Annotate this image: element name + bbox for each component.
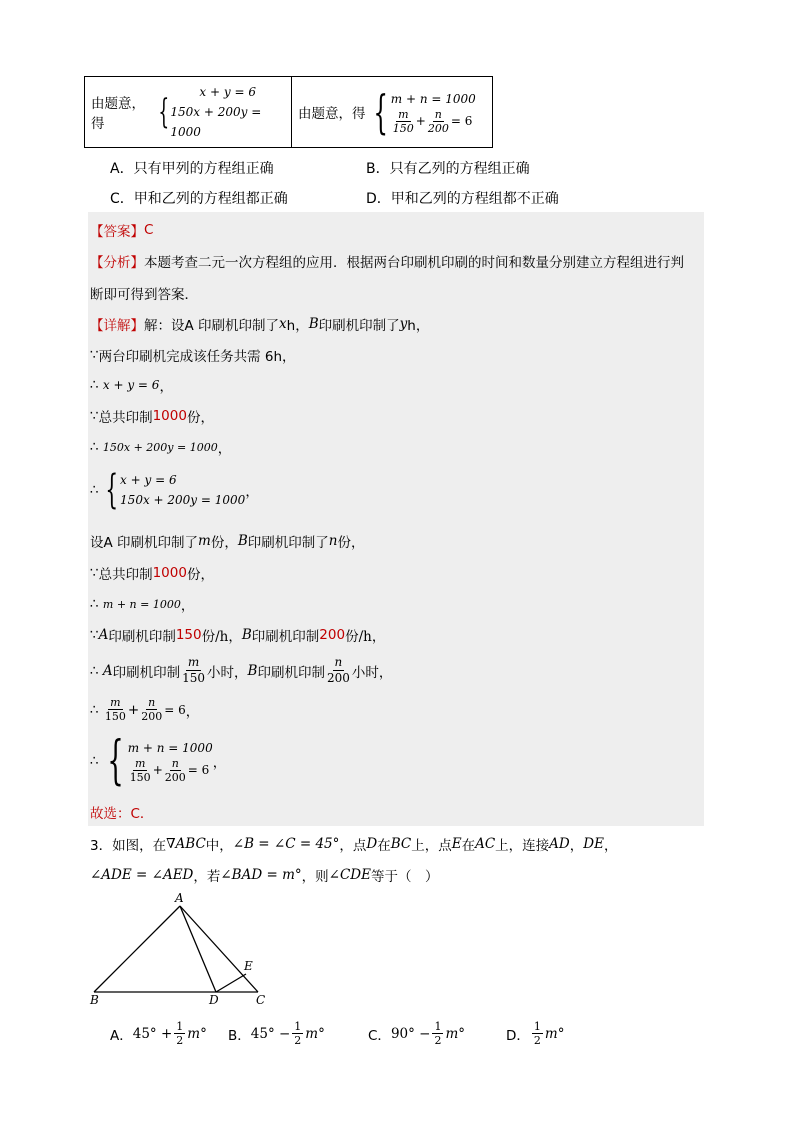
brace-icon: { [106,731,124,791]
fraction-denominator: 200 [326,671,350,685]
equation-system [120,470,245,510]
text: 等于（ ） [370,869,439,885]
equation: 150x + 200y = 1000 [120,493,246,507]
answer-value: C [144,222,154,238]
text: 份， [186,567,214,583]
brace-icon: { [158,92,169,132]
text: 在 [461,838,476,854]
label-a: A [175,891,184,905]
detail-line-3 [90,375,173,395]
brace-icon: { [104,467,118,513]
punct: ， [185,703,200,720]
text: 两台印刷机完成该任务共需 6h， [98,349,296,365]
math-var: AD [549,836,570,852]
text: 总共印制 [98,410,153,426]
option-math: m° [445,1025,466,1042]
cell-prefix: 由题意，得 [91,96,145,132]
fraction-denominator: 200 [164,770,186,784]
fraction-denominator: 150 [182,671,206,685]
therefore-symbol: ∴ [90,753,99,769]
math-var: B [308,316,319,332]
because-symbol: ∵ [90,565,99,581]
number: 200 [319,627,346,643]
fraction-denominator: 2 [176,1034,184,1047]
equation: m + n = 1000 [127,740,213,755]
answer-tag: 【答案】 [90,224,144,240]
text: 份， [186,410,214,426]
detail-line-4 [90,406,214,426]
cell-prefix: 由题意，得 [298,106,366,122]
fraction-numerator: 1 [434,1020,442,1033]
fraction-denominator: 2 [533,1034,541,1047]
math-var: y [399,316,408,332]
unit: /h， [358,629,386,645]
equation-tail: = 6 [450,114,473,128]
text: ，则 [301,869,329,885]
label-b: B [90,993,99,1007]
math-var: D [366,836,378,852]
math-var: DE [583,836,604,852]
option-d[interactable]: D．甲和乙列的方程组都不正确 [366,191,559,207]
because-symbol: ∵ [90,347,99,363]
text: 份， [210,535,238,551]
text: 印刷机印制了 [318,318,400,334]
fraction-numerator: m [110,696,121,709]
fraction-denominator: 150 [392,121,414,135]
math-var: x [279,316,287,332]
math: ∇ABC [166,836,206,852]
text: 份 [201,629,216,645]
option-b[interactable]: B．只有乙列的方程组正确 [366,161,530,177]
text: ，若 [193,869,221,885]
label-c: C [256,993,266,1007]
q3-line-1 [90,834,617,854]
text: 印刷机印制了 [247,535,329,551]
math-var: A [102,662,113,679]
label-d: D [209,993,219,1007]
option-label: C． [368,1027,391,1044]
math-var: n [328,533,338,549]
detail-line-1 [90,314,429,334]
math: ∠CDE [328,867,371,883]
option-math: 90° − [390,1025,431,1042]
fraction-numerator: m [134,756,146,770]
text: 中， [205,838,233,854]
option-a[interactable]: A．只有甲列的方程组正确 [110,161,274,177]
math-var: AC [475,836,496,852]
q3-option-a[interactable] [110,1020,207,1047]
option-math: m° [544,1025,565,1042]
therefore-symbol: ∴ [90,596,99,612]
fraction-denominator: 200 [141,710,163,723]
text: 印刷机印制 [257,664,325,681]
fraction-denominator: 200 [427,121,449,135]
math: ∠BAD = m° [220,867,302,883]
plus-sign: + [415,114,426,128]
fraction-numerator: n [148,696,156,709]
text: 上，连接 [495,838,550,854]
fraction-denominator: 2 [294,1034,302,1047]
equation: 150x + 200y = 1000 [170,105,262,139]
option-label: A． [110,1027,133,1044]
text: 小时， [207,664,248,681]
text: h， [286,318,309,334]
option-math: 45° − [250,1025,291,1042]
option-math: m° [305,1025,325,1042]
detail-tag: 【详解】 [90,318,144,334]
fraction-numerator: n [171,756,179,770]
math-var: B [237,533,248,549]
text: ， [569,838,584,854]
equation: m + n = 1000 [102,597,181,611]
detail-line-9 [90,594,194,614]
punct: ， [180,598,195,614]
equation-comparison-table [84,76,493,148]
fraction-denominator: 2 [434,1034,442,1047]
text: 份， [337,535,365,551]
option-math: m° [187,1025,207,1042]
text: 解：设A 印刷机印制了 [144,318,280,334]
detail-line-2 [90,345,296,365]
text: 在 [377,838,391,854]
equation: x + y = 6 [120,473,177,487]
option-label: D． [506,1027,530,1044]
table-cell-left [85,77,292,148]
therefore-symbol: ∴ [90,701,99,718]
therefore-symbol: ∴ [90,439,99,455]
fraction-numerator: n [434,107,442,121]
q3-option-d[interactable] [506,1020,564,1047]
text: h， [407,318,430,334]
punct: ， [212,755,227,771]
math-var: m [198,533,211,549]
text: 印刷机印制 [112,664,181,681]
equation: x + y = 6 [199,85,256,99]
because-symbol: ∵ [90,408,99,424]
analysis-tag: 【分析】 [90,255,144,271]
text: 小时， [351,664,393,681]
equation-tail: = 6 [164,702,186,717]
fraction-denominator: 150 [104,710,126,723]
number: 1000 [152,408,187,424]
text: ， [603,838,618,854]
text: 总共印制 [98,567,153,583]
punct: ， [159,379,173,395]
text: 设A 印刷机印制了 [90,535,199,551]
text: 印刷机印制 [251,629,320,645]
detail-line-11 [90,655,392,686]
equation-tail: = 6 [187,763,210,777]
segment-de [216,974,246,992]
detail-choice [90,802,153,822]
text: 印刷机印制 [108,629,176,645]
fraction-numerator: m [398,107,409,121]
math: ∠B = ∠C = 45° [232,836,340,852]
segment-ad [180,906,216,992]
equation-system: m + n = 1000 $\frac{m}{150}$ + $\frac{n}{200}$ = 6 [127,740,213,784]
therefore-symbol: ∴ [90,662,99,679]
therefore-symbol: ∴ [90,377,99,393]
equation-system [391,90,476,135]
analysis-line-2 [90,283,198,303]
math-var: BC [390,836,412,852]
punct: ， [217,441,232,457]
number: 150 [175,627,202,643]
analysis-text: 断即可得到答案． [90,287,198,303]
fraction-numerator: m [187,655,200,669]
math-var: A [98,627,109,643]
because-symbol: ∵ [90,627,99,643]
option-math: 45° + [132,1025,173,1042]
fraction-numerator: n [334,655,343,669]
q3-option-b[interactable] [228,1020,325,1047]
segment-ac [180,906,258,992]
fraction-denominator: 150 [129,770,151,784]
option-c[interactable]: C．甲和乙列的方程组都正确 [110,191,288,207]
detail-line-13 [90,731,227,791]
number: 1000 [152,565,187,581]
brace-icon: { [372,85,388,139]
math-var: B [241,627,252,643]
equation: m + n = 1000 [390,91,476,106]
q3-option-c[interactable] [368,1020,465,1047]
punct: ， [245,484,259,500]
analysis-line [90,251,684,271]
math-var: B [247,662,258,679]
answer-line [90,220,153,240]
fraction-numerator: 1 [294,1020,302,1033]
table-cell-right [292,77,493,148]
solution-block [88,212,704,826]
detail-line-5 [90,437,231,457]
equation: x + y = 6 [102,378,160,392]
unit: /h， [215,629,242,645]
math: ∠ADE = ∠AED [90,867,194,883]
q3-line-2 [90,865,438,885]
text: 份 [345,629,359,645]
math-var: E [451,836,462,852]
therefore-symbol: ∴ [90,482,99,498]
detail-line-8 [90,563,214,583]
choice-text: 故选：C． [90,806,154,822]
option-label: B． [228,1027,251,1044]
detail-line-12: ∴ $\frac{m}{150}$ + $\frac{n}{200}$ = 6 ， [90,696,200,723]
equation-system [170,82,285,142]
detail-line-6 [90,467,259,513]
equation: 150x + 200y = 1000 [102,440,218,454]
analysis-text: 本题考查二元一次方程组的应用．根据两台印刷机印刷的时间和数量分别建立方程组进行判 [144,255,684,271]
segment-ab [94,906,180,992]
text: ，点 [339,838,367,854]
text: 上，点 [411,838,452,854]
detail-line-7 [90,531,364,551]
label-e: E [244,959,253,973]
triangle-figure [86,890,276,1010]
text: 3．如图，在 [90,838,167,854]
fraction-numerator: 1 [533,1020,541,1033]
detail-line-10 [90,625,385,645]
fraction-numerator: 1 [176,1020,184,1033]
